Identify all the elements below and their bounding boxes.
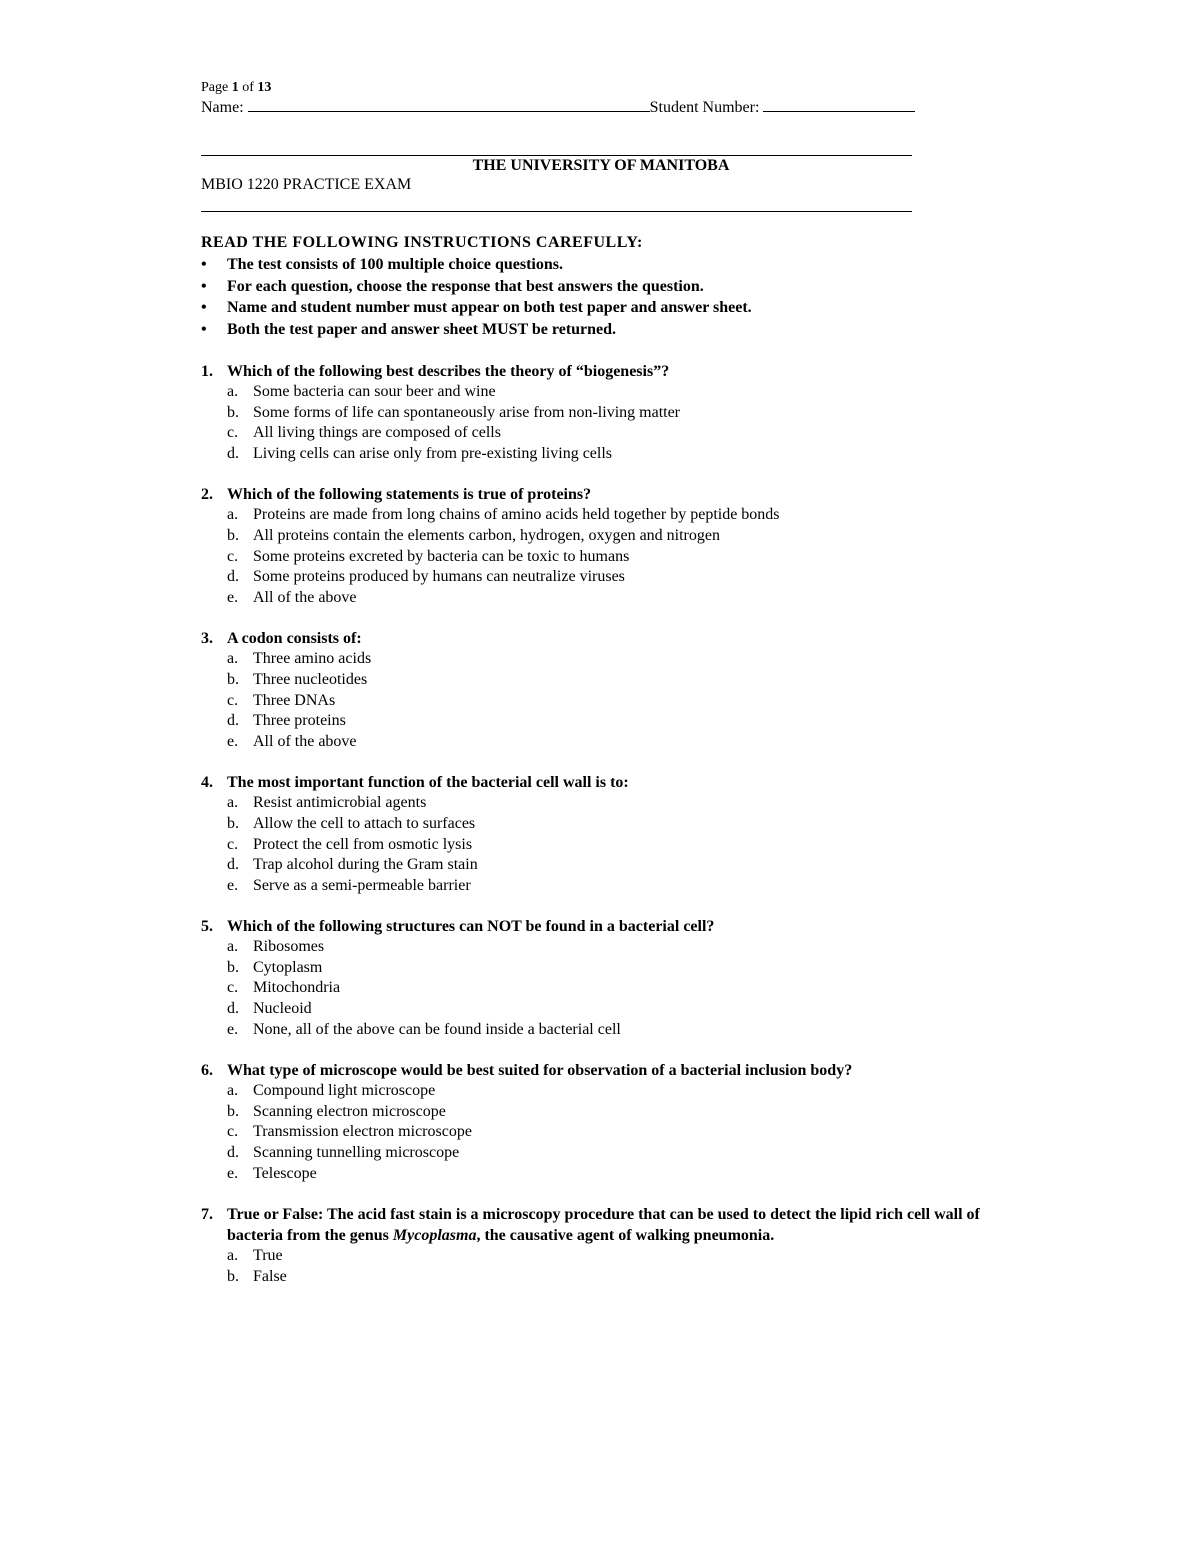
option-text: Telescope	[253, 1164, 317, 1182]
option-letter: c.	[227, 547, 239, 565]
option-letter: a.	[227, 383, 239, 400]
instruction-text: For each question, choose the response that best answers the question.	[227, 277, 704, 295]
bullet-icon: •	[201, 299, 207, 316]
option-text: Some forms of life can spontaneously arise from non-living matter	[253, 403, 681, 421]
option-d[interactable]	[201, 444, 1001, 465]
option-text: Allow the cell to attach to surfaces	[253, 814, 476, 832]
option-e[interactable]	[201, 1020, 1001, 1041]
option-letter: d.	[227, 1000, 239, 1018]
option-d[interactable]	[201, 999, 1001, 1020]
page-total: 13	[257, 80, 272, 95]
page-indicator	[201, 79, 271, 97]
question-number: 3.	[201, 630, 213, 648]
option-letter: a.	[227, 1247, 239, 1265]
question-number: 1.	[201, 363, 213, 380]
option-letter: b.	[227, 403, 239, 421]
question-stem	[201, 628, 1001, 649]
option-text: None, all of the above can be found inside a bacterial cell	[253, 1020, 621, 1038]
option-text: All proteins contain the elements carbon, hydrogen, oxygen and nitrogen	[253, 526, 720, 544]
student-number-blank-line[interactable]	[763, 97, 915, 112]
option-e[interactable]	[201, 1164, 1001, 1185]
option-b[interactable]	[201, 1267, 1001, 1288]
option-b[interactable]	[201, 670, 1001, 691]
option-text: Cytoplasm	[253, 958, 323, 976]
page-of: of	[238, 80, 258, 95]
option-d[interactable]	[201, 567, 1001, 588]
bullet-icon: •	[201, 320, 207, 338]
option-c[interactable]	[201, 1122, 1001, 1143]
university-title: THE UNIVERSITY OF MANITOBA	[472, 157, 730, 174]
option-text: Ribosomes	[253, 938, 325, 956]
question-number: 7.	[201, 1206, 213, 1224]
option-e[interactable]	[201, 876, 1001, 897]
question-stem	[201, 484, 1001, 505]
option-text: Living cells can arise only from pre-existing living cells	[253, 444, 613, 462]
option-letter: c.	[227, 979, 239, 997]
question-number: 5.	[201, 918, 213, 936]
option-text: All of the above	[253, 588, 357, 606]
option-text: Three proteins	[253, 712, 346, 730]
name-label: Name:	[201, 99, 248, 116]
option-text: All of the above	[253, 732, 357, 750]
option-letter: b.	[227, 1267, 239, 1285]
option-letter: c.	[227, 835, 239, 853]
instruction-item	[201, 276, 752, 298]
option-text: Some proteins produced by humans can neutralize viruses	[253, 568, 625, 586]
option-a[interactable]	[201, 937, 1001, 958]
name-student-row	[201, 97, 915, 118]
option-letter: b.	[227, 1102, 239, 1120]
option-letter: e.	[227, 1164, 239, 1182]
options-list	[201, 1246, 1001, 1287]
option-a[interactable]	[201, 1081, 1001, 1102]
option-text: Mitochondria	[253, 979, 341, 997]
question-stem	[201, 772, 1001, 793]
option-text: Serve as a semi-permeable barrier	[253, 876, 471, 894]
question-stem	[201, 361, 1001, 382]
options-list	[201, 505, 1001, 608]
option-text: Three nucleotides	[253, 670, 368, 688]
name-blank-line[interactable]	[248, 97, 650, 112]
option-letter: d.	[227, 856, 239, 874]
option-letter: b.	[227, 814, 239, 832]
instruction-text: Name and student number must appear on both test paper and answer sheet.	[227, 299, 752, 316]
option-text: Some proteins excreted by bacteria can be toxic to humans	[253, 547, 630, 565]
option-c[interactable]	[201, 835, 1001, 856]
page-prefix: Page	[201, 80, 232, 95]
instructions-list	[201, 254, 752, 340]
option-c[interactable]	[201, 547, 1001, 568]
question-number: 2.	[201, 486, 213, 504]
question-1	[201, 361, 1001, 464]
instructions-heading: READ THE FOLLOWING INSTRUCTIONS CAREFULLY:	[201, 234, 643, 251]
option-letter: a.	[227, 506, 239, 524]
page-current: 1	[231, 80, 239, 95]
course-title: MBIO 1220 PRACTICE EXAM	[201, 176, 412, 193]
option-text: Nucleoid	[253, 1000, 312, 1018]
option-text: True	[253, 1247, 283, 1265]
title-rule-bottom	[201, 211, 912, 212]
option-b[interactable]	[201, 526, 1001, 547]
instruction-item	[201, 319, 752, 341]
option-letter: e.	[227, 1020, 239, 1038]
option-b[interactable]	[201, 1102, 1001, 1123]
question-text: Which of the following best describes the theory of “biogenesis”?	[227, 363, 670, 380]
option-b[interactable]	[201, 403, 1001, 424]
option-d[interactable]	[201, 711, 1001, 732]
question-text: Which of the following statements is true of proteins?	[227, 486, 592, 504]
question-text: Which of the following structures can NOT be found in a bacterial cell?	[227, 918, 715, 936]
option-text: Three amino acids	[253, 650, 372, 668]
option-letter: c.	[227, 1123, 239, 1141]
option-letter: d.	[227, 444, 239, 462]
question-5	[201, 916, 1001, 1040]
options-list	[201, 793, 1001, 896]
option-text: Proteins are made from long chains of amino acids held together by peptide bonds	[253, 506, 780, 524]
questions-section	[201, 361, 1001, 1307]
option-letter: b.	[227, 526, 239, 544]
option-text: Compound light microscope	[253, 1082, 436, 1100]
option-a[interactable]	[201, 793, 1001, 814]
option-letter: d.	[227, 712, 239, 730]
option-text: Protect the cell from osmotic lysis	[253, 835, 473, 853]
option-letter: a.	[227, 938, 239, 956]
option-d[interactable]	[201, 1143, 1001, 1164]
bullet-icon: •	[201, 277, 207, 295]
option-letter: c.	[227, 424, 239, 442]
option-letter: e.	[227, 876, 239, 894]
option-letter: c.	[227, 691, 239, 709]
question-6	[201, 1060, 1001, 1184]
option-c[interactable]	[201, 691, 1001, 712]
genus-name-italic: Mycoplasma	[392, 1227, 477, 1245]
option-letter: a.	[227, 794, 239, 812]
option-b[interactable]	[201, 814, 1001, 835]
option-text: False	[253, 1267, 287, 1285]
question-text: A codon consists of:	[227, 630, 362, 648]
option-text: Some bacteria can sour beer and wine	[253, 383, 496, 400]
question-stem	[201, 916, 1001, 937]
option-a[interactable]	[201, 382, 1001, 403]
option-text: Three DNAs	[253, 691, 336, 709]
instruction-item	[201, 297, 752, 319]
question-4	[201, 772, 1001, 896]
bullet-icon: •	[201, 256, 207, 273]
option-text: Scanning electron microscope	[253, 1102, 446, 1120]
option-letter: e.	[227, 732, 239, 750]
question-3	[201, 628, 1001, 752]
option-c[interactable]	[201, 423, 1001, 444]
question-text: What type of microscope would be best suited for observation of a bacterial inclusion body?	[227, 1062, 853, 1080]
options-list	[201, 382, 1001, 464]
question-7	[201, 1204, 1001, 1287]
question-number: 4.	[201, 774, 213, 792]
option-letter: a.	[227, 1082, 239, 1100]
options-list	[201, 937, 1001, 1040]
option-letter: e.	[227, 588, 239, 606]
option-text: Scanning tunnelling microscope	[253, 1144, 460, 1162]
option-a[interactable]	[201, 1246, 1001, 1267]
option-d[interactable]	[201, 855, 1001, 876]
option-text: Trap alcohol during the Gram stain	[253, 856, 478, 874]
option-letter: a.	[227, 650, 239, 668]
options-list	[201, 1081, 1001, 1184]
option-text: All living things are composed of cells	[253, 424, 501, 442]
instruction-text: The test consists of 100 multiple choice questions.	[227, 256, 563, 273]
question-text-start: True or False: The acid fast stain is a microscopy procedure that can be used to detect the lipid rich cell wall of bacteria from the genus	[227, 1206, 980, 1245]
option-c[interactable]	[201, 978, 1001, 999]
instruction-text: Both the test paper and answer sheet MUST be returned.	[227, 320, 617, 338]
instruction-item	[201, 254, 752, 276]
option-text: Resist antimicrobial agents	[253, 794, 427, 812]
option-b[interactable]	[201, 958, 1001, 979]
option-letter: d.	[227, 568, 239, 586]
option-e[interactable]	[201, 732, 1001, 753]
option-a[interactable]	[201, 505, 1001, 526]
option-e[interactable]	[201, 588, 1001, 609]
options-list	[201, 649, 1001, 752]
question-2	[201, 484, 1001, 608]
question-text-end: , the causative agent of walking pneumonia.	[476, 1227, 775, 1245]
question-text: The most important function of the bacterial cell wall is to:	[227, 774, 629, 792]
student-number-label: Student Number:	[649, 99, 764, 116]
option-a[interactable]	[201, 649, 1001, 670]
option-letter: b.	[227, 670, 239, 688]
option-letter: d.	[227, 1144, 239, 1162]
option-letter: b.	[227, 958, 239, 976]
option-text: Transmission electron microscope	[253, 1123, 472, 1141]
question-stem	[201, 1060, 1001, 1081]
question-stem	[201, 1204, 1001, 1246]
question-number: 6.	[201, 1062, 213, 1080]
